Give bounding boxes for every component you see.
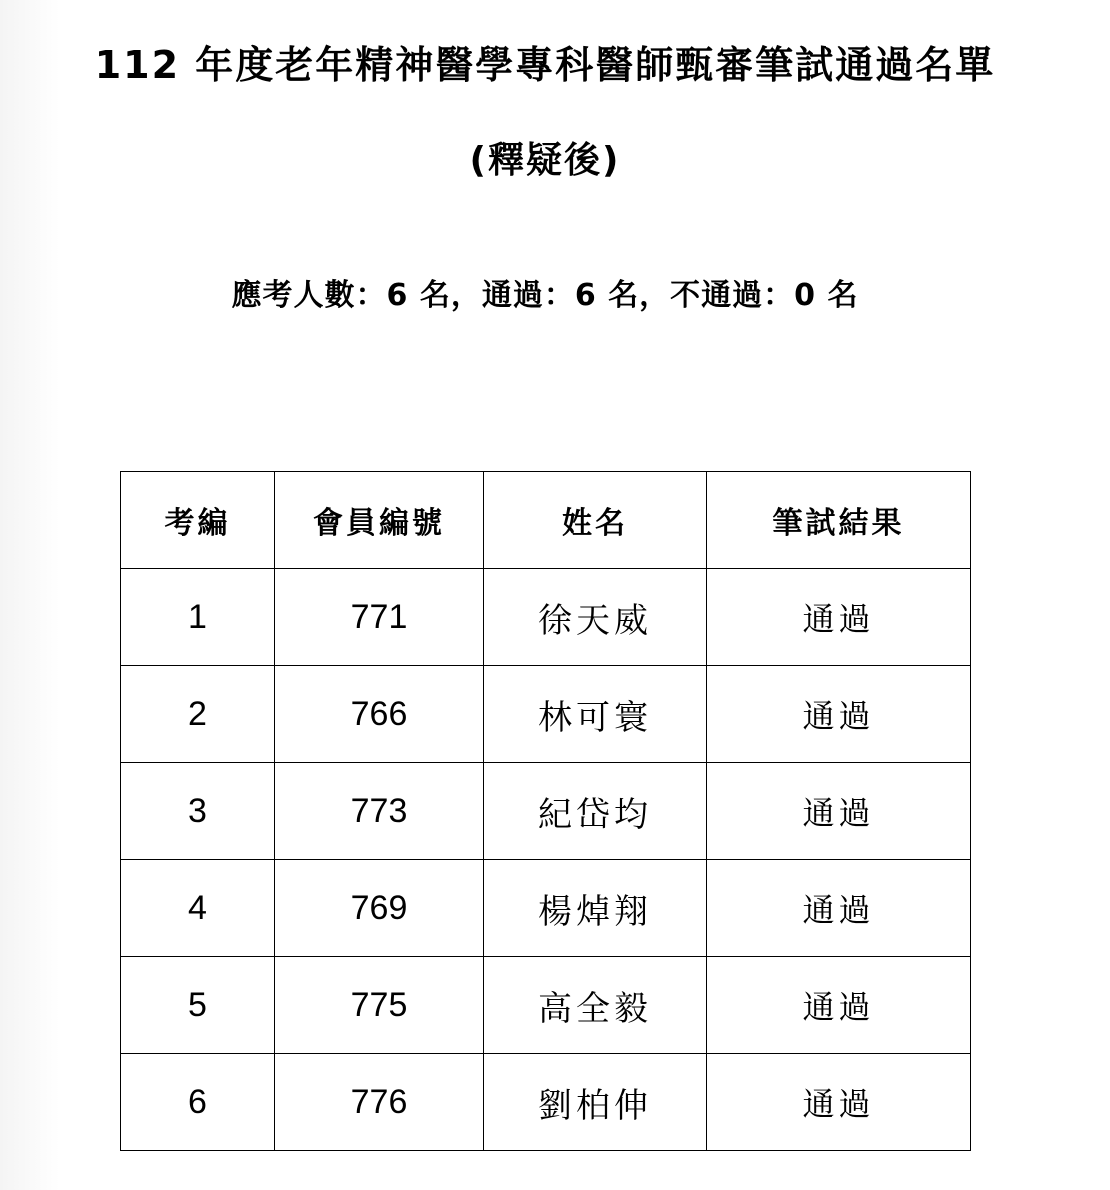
cell-member-no: 766 [275,666,484,763]
cell-result: 通過 [707,1054,971,1151]
cell-name: 紀岱均 [484,763,707,860]
cell-name: 劉柏伸 [484,1054,707,1151]
results-table [120,471,971,1151]
cell-result: 通過 [707,763,971,860]
cell-member-no: 771 [275,569,484,666]
cell-exam-no: 4 [121,860,275,957]
cell-member-no: 773 [275,763,484,860]
table-header-row [121,472,971,569]
cell-exam-no: 5 [121,957,275,1054]
page-title: 112 年度老年精神醫學專科醫師甄審筆試通過名單 [94,43,996,87]
cell-result: 通過 [707,666,971,763]
header-member-no: 會員編號 [275,472,484,569]
page-subtitle: (釋疑後) [469,140,621,181]
cell-exam-no: 6 [121,1054,275,1151]
header-exam-no: 考編 [121,472,275,569]
cell-name: 林可寰 [484,666,707,763]
cell-exam-no: 2 [121,666,275,763]
cell-name: 高全毅 [484,957,707,1054]
cell-exam-no: 3 [121,763,275,860]
exam-summary: 應考人數：6 名，通過：6 名，不通過：0 名 [231,278,859,313]
header-name: 姓名 [484,472,707,569]
cell-member-no: 776 [275,1054,484,1151]
table-row [121,763,971,860]
cell-result: 通過 [707,957,971,1054]
cell-result: 通過 [707,569,971,666]
cell-name: 徐天威 [484,569,707,666]
cell-result: 通過 [707,860,971,957]
header-result: 筆試結果 [707,472,971,569]
cell-member-no: 775 [275,957,484,1054]
cell-name: 楊焯翔 [484,860,707,957]
cell-member-no: 769 [275,860,484,957]
table-row [121,666,971,763]
table-row [121,1054,971,1151]
cell-exam-no: 1 [121,569,275,666]
table-row [121,860,971,957]
table-row [121,569,971,666]
table-row [121,957,971,1054]
